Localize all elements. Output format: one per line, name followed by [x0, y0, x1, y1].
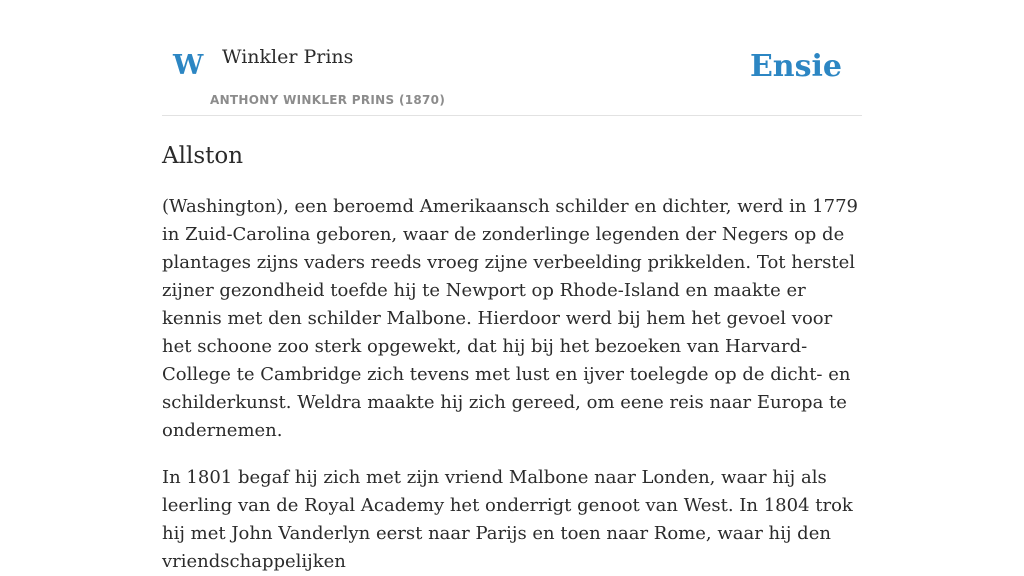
source-title-link[interactable]: Winkler Prins [222, 46, 354, 68]
entry-title: Allston [162, 143, 244, 169]
entry-page [162, 0, 862, 576]
entry-paragraph: In 1801 begaf hij zich met zijn vriend Malbone naar Londen, waar hij als leerling van de Royal Academy het onderrigt genoot van West. In 1804 trok hij met John Vanderlyn eerst naar Parijs en toen naar Rome, waar hij den vriendschappelijken [162, 467, 853, 572]
source-logo-icon[interactable]: W [173, 50, 204, 81]
entry-paragraph: (Washington), een beroemd Amerikaansch schilder en dichter, werd in 1779 in Zuid-Carolina geboren, waar de zonderlinge legenden der Negers op de plantages zijns vaders reeds vroeg zijne verbeelding prikkelden. Tot herstel zijner gezondheid toefde hij te Newport op Rhode-Island en maakte er kennis met den schilder Malbone. Hierdoor werd bij hem het gevoel voor het schoone zoo sterk opgewekt, dat hij bij het bezoeken van Harvard-College te Cambridge zich tevens met lust en ijver toelegde op de dicht- en schilderkunst. Weldra maakte hij zich gereed, om eene reis naar Europa te ondernemen. [162, 196, 858, 441]
ensie-logo-link[interactable]: Ensie [749, 49, 842, 84]
source-subtitle: ANTHONY WINKLER PRINS (1870) [210, 93, 446, 107]
entry-body [162, 193, 862, 576]
entry-header [162, 0, 862, 116]
